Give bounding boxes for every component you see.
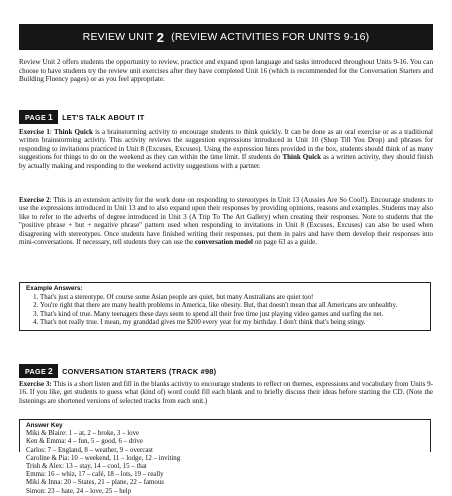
answer-row: Ken & Emma: 4 – fun, 5 – good, 6 – drive <box>26 438 143 446</box>
exercise1-name2: Think Quick <box>282 153 322 162</box>
list-item: 4. That's not really true. I mean, my granddad gives me $200 every year for my birthday. I don't think that's being stingy. <box>40 319 424 327</box>
answer-row: Miki & Inna: 20 – States, 21 – plane, 22 – famous <box>26 479 164 487</box>
page2-section-header <box>19 364 216 378</box>
exercise1-label: Exercise 1 <box>19 128 50 136</box>
answer-row: Carlos: 7 – England, 8 – weather, 9 – overcast <box>26 446 153 454</box>
answer-row: Emma: 16 – whiz, 17 – café, 18 – lots, 19 – really <box>26 471 164 479</box>
page2-pill-label: PAGE <box>25 366 47 376</box>
list-item: 3. That's kind of true. Many teenagers these days seem to spend all their free time just playing video games and surfing the net. <box>40 311 424 319</box>
title-suffix: (REVIEW ACTIVITIES FOR UNITS 9-16) <box>171 31 370 43</box>
page2-pill-number: 2 <box>48 366 54 376</box>
exercise2-paragraph <box>19 196 433 246</box>
answer-key-title: Answer Key <box>26 422 63 429</box>
page1-pill-number: 1 <box>48 112 54 122</box>
answer-key-box <box>19 419 431 495</box>
example-answers-list <box>26 294 424 327</box>
exercise1-paragraph: Exercise 1: Think Quick is a brainstorming activity to encourage students to think quickly. It can be done as an oral exercise or as a traditional written brainstorming activity. This activity reviews the suggestion expressions introduced in Unit 10 (Shop Till You Drop) and phrases for responding to invitations practiced in Unit 8 (Excuses, Excuses). Using the expression hints provided in the box, students should think of as many suggestions for things to do on the weekend as they can within the time limit. If students do Think Quick as a written activity, they should finish by actually making and responding to the weekend activity suggestions with a partner. <box>19 128 434 170</box>
title-prefix: REVIEW UNIT <box>82 31 154 43</box>
exercise1-text-b: as a written activity, they should finish by actually making and responding to the weekend activity suggestions with a partner. <box>19 153 433 170</box>
answer-row: Simon: 23 – hate, 24 – love, 25 – help <box>26 487 132 495</box>
exercise3-label: Exercise 3: <box>19 380 52 388</box>
intro-paragraph: Review Unit 2 offers students the opportunity to review, practice and expand upon language and tasks introduced throughout Units 9-16. You can choose to have students try the review unit exercises after they have completed Unit 16 (which is recommended for the Conversation Starters and Building Fluency pages) or as you feel appropriate. <box>19 58 433 84</box>
exercise2-bold-term: conversation model <box>194 238 253 247</box>
page2-title: CONVERSATION STARTERS (TRACK #98) <box>62 366 217 376</box>
page1-pill <box>19 110 58 124</box>
answer-row: Miki & Blaire: 1 – at, 2 – broke, 3 – love <box>26 430 140 438</box>
page1-title: LET'S TALK ABOUT IT <box>62 112 145 122</box>
answer-row: Trish & Alex: 13 – stay, 14 – cool, 15 – that <box>26 463 147 471</box>
exercise2-text-b: on page 63 as a guide. <box>253 238 317 247</box>
exercise3-text: This is a short listen and fill in the blanks activity to encourage students to reflect on themes, expressions and vocabulary from Units 9-16. If you like, get students to guess what (kind of) word could fill each blank and to briefly discuss their ideas before starting the CD. (Note the listenings are shortened versions of selected tracks from each unit.) <box>19 380 433 405</box>
list-item: 1. That's just a stereotype. Of course some Asian people are quiet, but many Australians are quiet too! <box>40 294 424 302</box>
page1-section-header <box>19 110 144 124</box>
exercise3-paragraph <box>19 380 433 405</box>
page2-pill <box>19 364 58 378</box>
exercise1-name: Think Quick <box>54 128 93 136</box>
example-answers-box <box>19 282 431 331</box>
exercise2-text-a: : This is an extension activity for the work done on responding to stereotypes in Unit 13 (Aussies Are So Cool!). Encourage students to use the expressions introduced in Unit 13 and to also expand upon their responses by providing opinions, reasons and examples. Students may also like to refer to the adverbs of degree introduced in Unit 3 (A Trip To The Art Gallery) when creating their responses. Note to students that the "positive phrase + but + negative phrase" pattern used when responding to invitations in Unit 8 (Excuses, Excuses) can also be used when disagreeing with stereotypes. Once students have finished writing their responses, put them in pairs and have them develop their responses into mini-conversations. If necessary, tell students they can use the <box>19 196 434 247</box>
list-item: 2. You're right that there are many health problems in America, like obesity. But, that doesn't mean that all Americans are unhealthy. <box>40 302 424 310</box>
unit-title-bar <box>19 24 433 50</box>
example-answers-title: Example Answers: <box>26 285 83 292</box>
exercise2-label: Exercise 2 <box>19 196 50 204</box>
title-number: 2 <box>156 29 165 45</box>
answer-row: Caroline & Pia: 10 – weekend, 11 – lodge, 12 – inviting <box>26 454 181 462</box>
page1-pill-label: PAGE <box>25 112 47 122</box>
exercise1-text-a: is a brainstorming activity to encourage students to think quickly. It can be done as an oral exercise or as a traditional written brainstorming activity. This activity reviews the suggestion expressions introduced in Unit 10 (Shop Till You Drop) and phrases for responding to invitations practiced in Unit 8 (Excuses, Excuses). Using the expression hints provided in the box, students should think of as many suggestions for things to do on the weekend as they can within the time limit. If students do <box>19 128 434 162</box>
